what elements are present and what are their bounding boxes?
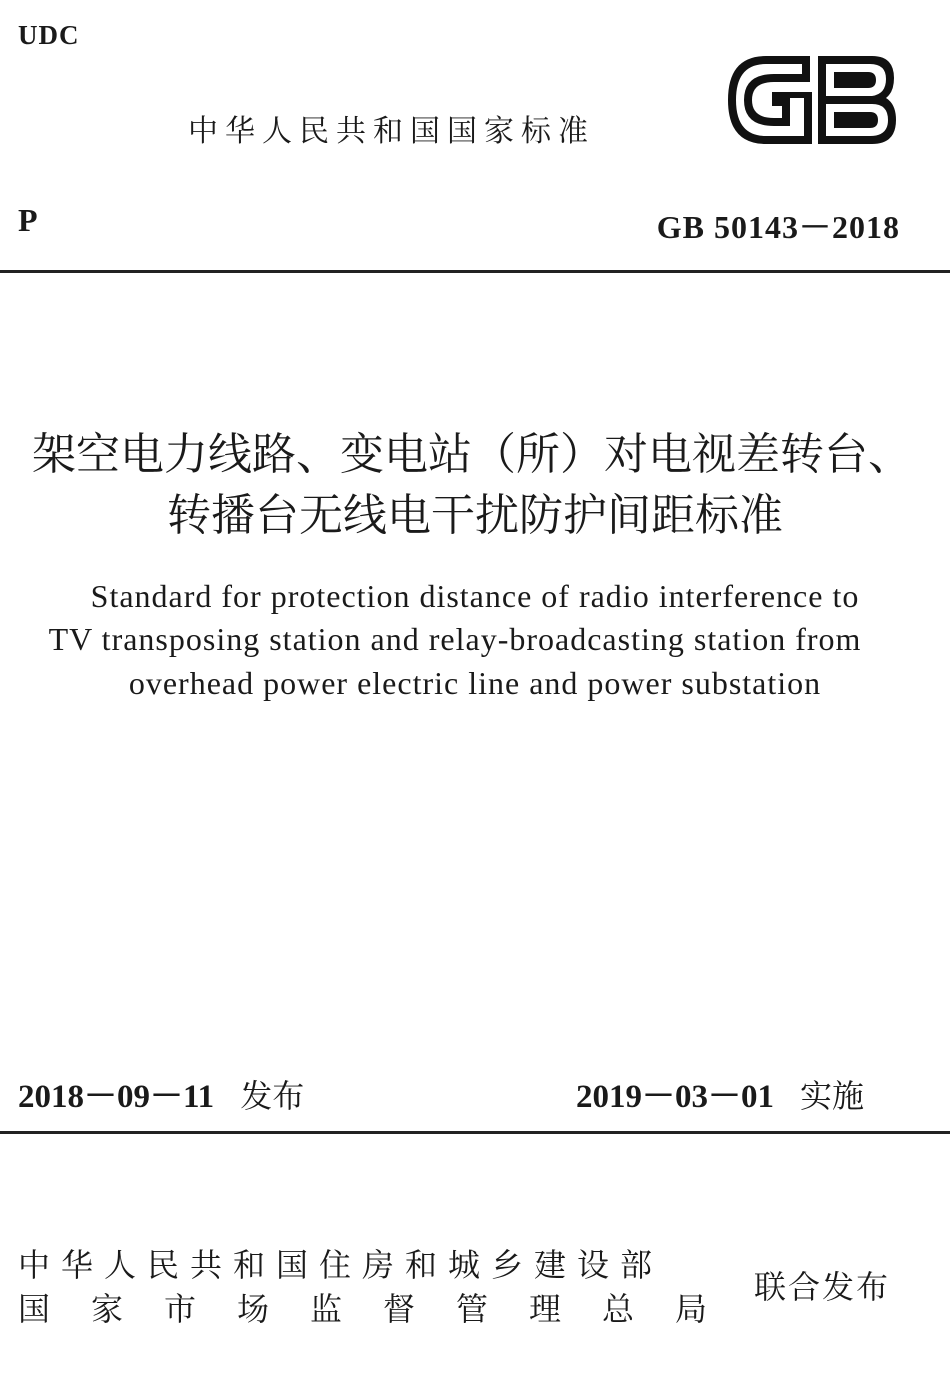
bottom-divider <box>0 1131 950 1134</box>
effective-label: 实施 <box>800 1077 865 1115</box>
udc-label: UDC <box>18 20 80 50</box>
issue-date: 2018－09－11 <box>18 1079 215 1115</box>
gb-logo <box>722 52 900 148</box>
title-en-line-1: Standard for protection distance of radio interference to <box>90 578 860 614</box>
issue-label: 发布 <box>240 1077 305 1115</box>
title-zh-line-1: 架空电力线路、变电站（所）对电视差转台、 <box>32 429 912 480</box>
issuer-market-administration: 国家市场监督管理总局 <box>18 1290 749 1328</box>
joint-issue-label: 联合发布 <box>754 1268 891 1306</box>
standard-number: GB 50143－2018 <box>656 209 900 245</box>
category-code: P <box>18 202 38 238</box>
effective-date: 2019－03－01 <box>576 1079 774 1115</box>
issuer-ministry: 中华人民共和国住房和城乡建设部 <box>18 1246 664 1284</box>
effective-date-block <box>576 1070 864 1117</box>
title-en-line-3: overhead power electric line and power substation <box>128 665 822 701</box>
title-zh-line-2: 转播台无线电干扰防护间距标准 <box>167 490 783 541</box>
issue-date-block <box>18 1070 304 1117</box>
title-en-line-2: TV transposing station and relay-broadcasting station from <box>48 621 862 657</box>
top-divider <box>0 270 950 273</box>
national-standard-heading: 中华人民共和国国家标准 <box>188 114 595 149</box>
